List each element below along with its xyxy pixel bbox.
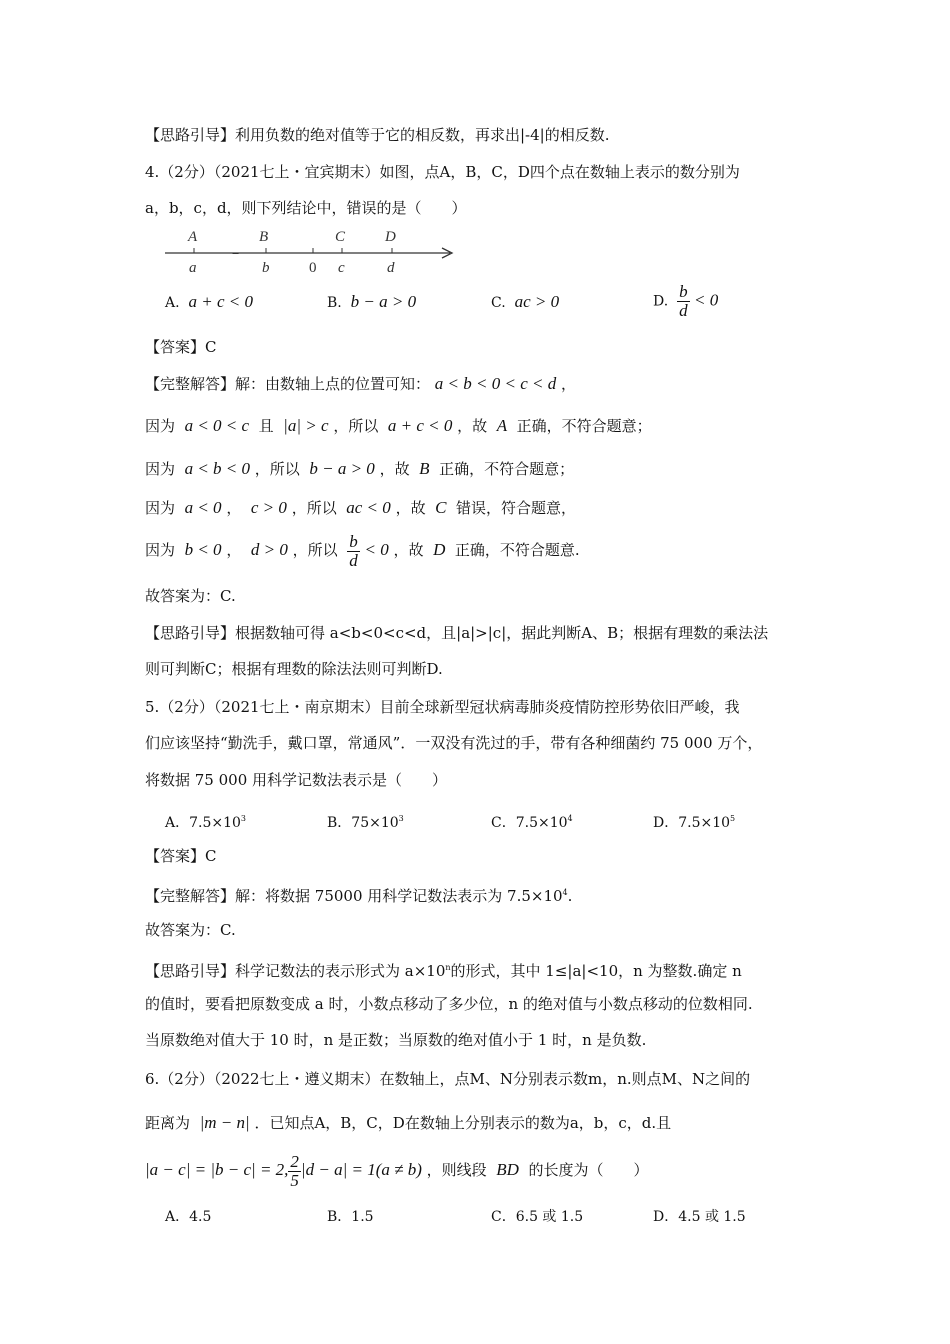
label-dash: −: [232, 246, 240, 261]
label-0: 0: [309, 260, 317, 276]
q5-hint-3: 当原数绝对值大于 10 时，n 是正数；当原数的绝对值小于 1 时，n 是负数.: [145, 1031, 647, 1049]
q4-hint-2: 则可判断C；根据有理数的除法法则可判断D.: [145, 660, 443, 678]
label-b: b: [262, 260, 270, 276]
q4-answer: 【答案】C: [145, 338, 217, 356]
q4-reason-3: 因为 a < 0 ， c > 0 ，所以 ac < 0 ，故 C 错误，符合题意，: [145, 498, 577, 517]
q6-option-d: D．4.5 或 1.5: [653, 1209, 746, 1225]
q4-final: 故答案为：C.: [145, 587, 236, 605]
q5-final: 故答案为：C.: [145, 921, 236, 939]
q4-stem-2: a，b，c，d，则下列结论中，错误的是（ ）: [145, 199, 467, 217]
q4-reason-1: 因为 a < 0 < c 且 |a| > c ，所以 a + c < 0 ，故 A 正确，不符合题意；: [145, 416, 652, 435]
label-a: a: [189, 260, 197, 276]
q4-option-d: D. $\frac{b}{d}$ < 0: [653, 282, 719, 320]
q6-option-b: B．1.5: [327, 1209, 374, 1225]
label-A: A: [188, 229, 198, 245]
q5-option-a: A．$7.5\times 10^3$: [165, 814, 247, 831]
q6-option-a: A．4.5: [165, 1209, 212, 1225]
hint-q3: 【思路引导】利用负数的绝对值等于它的相反数，再求出|-4|的相反数.: [145, 126, 610, 144]
q5-hint-1: 【思路引导】科学记数法的表示形式为 $a\times 10^n$的形式，其中 1≤|a|<10，n 为整数.确定 n: [145, 962, 742, 980]
q5-solution: 【完整解答】解：将数据 75000 用科学记数法表示为 $7.5\times 10^4$.: [145, 887, 573, 905]
q4-reason-2: 因为 a < b < 0 ，所以 b − a > 0 ，故 B 正确，不符合题意；: [145, 459, 575, 478]
q6-stem-3: |a − c| = |b − c| = 2, $\frac{2}{5}$ |d − a| = 1(a ≠ b) ，则线段 BD 的长度为（ ）: [145, 1151, 649, 1190]
q4-stem-1: 4.（2分）（2021七上・宜宾期末）如图，点A，B，C，D四个点在数轴上表示的数分别为: [145, 163, 740, 181]
q5-option-d: D．$7.5\times 10^5$: [653, 814, 736, 831]
q5-option-c: C．$7.5\times 10^4$: [491, 814, 573, 831]
q4-reason-4: 因为 b < 0 ， d > 0 ，所以 $\frac{b}{d}$ < 0 ，故 D 正确，不符合题意.: [145, 531, 580, 570]
label-d: d: [387, 260, 395, 276]
number-line-figure: [160, 222, 460, 278]
q4-option-b: B. b − a > 0: [327, 292, 417, 311]
q5-option-b: B．$75\times 10^3$: [327, 814, 404, 831]
q6-stem-1: 6.（2分）（2022七上・遵义期末）在数轴上，点M、N分别表示数m，n.则点M、N之间的: [145, 1070, 751, 1088]
label-c: c: [338, 260, 345, 276]
q5-answer: 【答案】C: [145, 847, 217, 865]
q6-option-c: C．6.5 或 1.5: [491, 1209, 584, 1225]
q5-stem-2: 们应该坚持“勤洗手，戴口罩，常通风”．一双没有洗过的手，带有各种细菌约 75 000 万个，: [145, 734, 763, 752]
q6-stem-2: 距离为 |m − n| ．已知点A，B，C，D在数轴上分别表示的数为a，b，c，d.且: [145, 1113, 672, 1132]
label-B: B: [259, 229, 269, 245]
q5-stem-1: 5.（2分）（2021七上・南京期末）目前全球新型冠状病毒肺炎疫情防控形势依旧严峻，我: [145, 698, 740, 716]
q4-hint-1: 【思路引导】根据数轴可得 a<b<0<c<d，且|a|>|c|，据此判断A、B；根据有理数的乘法法: [145, 624, 769, 642]
label-D: D: [385, 229, 396, 245]
q5-stem-3: 将数据 75 000 用科学记数法表示是（ ）: [145, 771, 448, 789]
q4-solution-intro: 【完整解答】解：由数轴上点的位置可知： a < b < 0 < c < d ，: [145, 374, 577, 393]
q4-option-a: A. a + c < 0: [165, 292, 253, 311]
q4-option-c: C. ac > 0: [491, 292, 560, 311]
q5-hint-2: 的值时，要看把原数变成 a 时，小数点移动了多少位，n 的绝对值与小数点移动的位数相同.: [145, 995, 753, 1013]
label-C: C: [335, 229, 346, 245]
